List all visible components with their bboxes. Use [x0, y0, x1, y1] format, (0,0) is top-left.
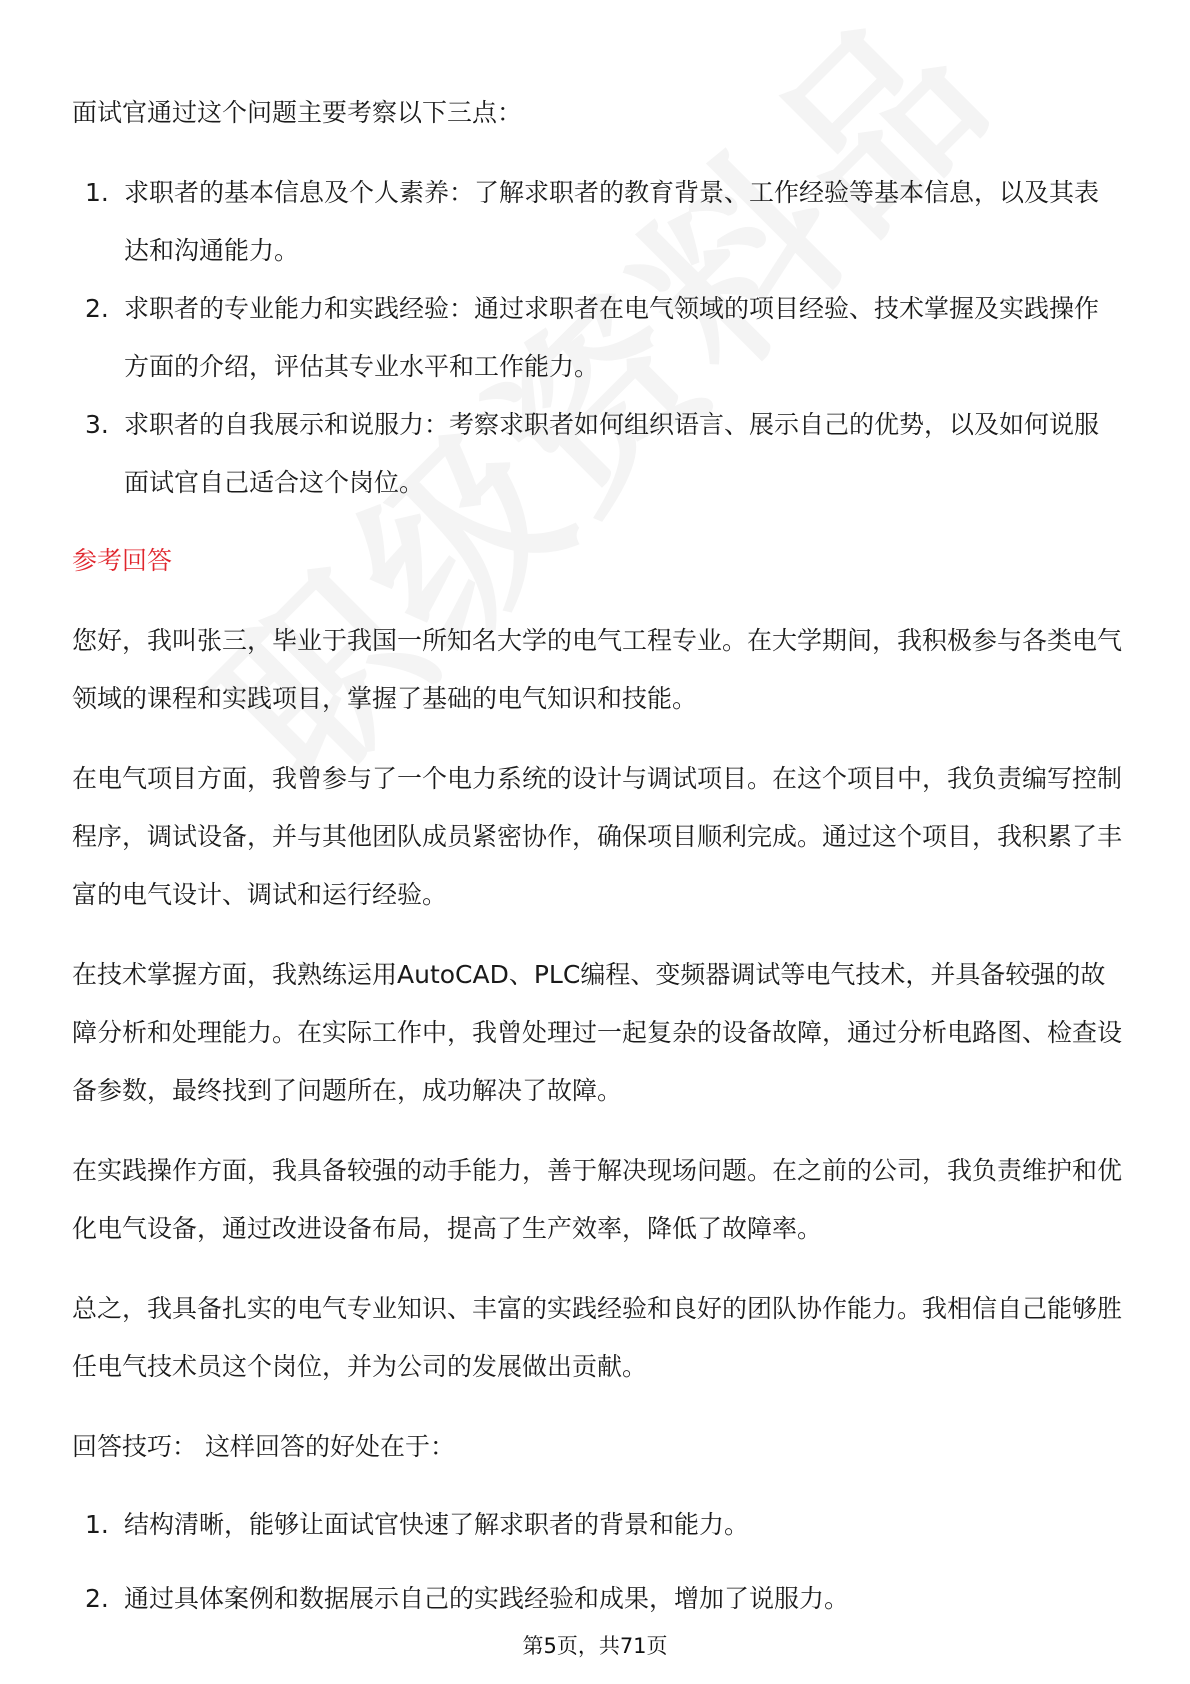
list-item — [72, 280, 1122, 396]
list-item — [72, 164, 1122, 280]
list-number: 1. — [85, 1510, 109, 1539]
list-number: 3. — [85, 410, 109, 439]
page-content — [72, 84, 1122, 1644]
list-number: 2. — [85, 1584, 109, 1613]
answer-paragraph: 您好，我叫张三，毕业于我国一所知名大学的电气工程专业。在大学期间，我积极参与各类电气领域的课程和实践项目，掌握了基础的电气知识和技能。 — [72, 626, 1123, 713]
list-item-text: 结构清晰，能够让面试官快速了解求职者的背景和能力。 — [124, 1510, 750, 1539]
list-item — [72, 396, 1122, 512]
answer-paragraph: 在实践操作方面，我具备较强的动手能力，善于解决现场问题。在之前的公司，我负责维护和优化电气设备，通过改进设备布局，提高了生产效率，降低了故障率。 — [72, 1156, 1123, 1243]
list-item — [72, 1570, 1122, 1628]
criteria-list — [72, 164, 1122, 512]
list-number: 2. — [85, 294, 109, 323]
section-title: 参考回答 — [72, 546, 173, 575]
list-item — [72, 1496, 1122, 1554]
list-item-text: 求职者的自我展示和说服力：考察求职者如何组织语言、展示自己的优势，以及如何说服面试官自己适合这个岗位。 — [124, 410, 1100, 497]
answer-paragraph: 在技术掌握方面，我熟练运用AutoCAD、PLC编程、变频器调试等电气技术，并具备较强的故障分析和处理能力。在实际工作中，我曾处理过一起复杂的设备故障，通过分析电路图、检查设备参数，最终找到了问题所在，成功解决了故障。 — [72, 960, 1123, 1105]
tips-title: 回答技巧： 这样回答的好处在于： — [72, 1432, 455, 1461]
list-item-text: 求职者的基本信息及个人素养：了解求职者的教育背景、工作经验等基本信息，以及其表达和沟通能力。 — [124, 178, 1100, 265]
list-item-text: 求职者的专业能力和实践经验：通过求职者在电气领域的项目经验、技术掌握及实践操作方面的介绍，评估其专业水平和工作能力。 — [124, 294, 1100, 381]
page-footer: 第5页，共71页 — [522, 1634, 668, 1658]
intro-text: 面试官通过这个问题主要考察以下三点： — [72, 98, 523, 127]
tips-list — [72, 1496, 1122, 1628]
list-item-text: 通过具体案例和数据展示自己的实践经验和成果，增加了说服力。 — [124, 1584, 850, 1613]
list-number: 1. — [85, 178, 109, 207]
answer-paragraph: 在电气项目方面，我曾参与了一个电力系统的设计与调试项目。在这个项目中，我负责编写控制程序，调试设备，并与其他团队成员紧密协作，确保项目顺利完成。通过这个项目，我积累了丰富的电气设计、调试和运行经验。 — [72, 764, 1123, 909]
answer-paragraph: 总之，我具备扎实的电气专业知识、丰富的实践经验和良好的团队协作能力。我相信自己能够胜任电气技术员这个岗位，并为公司的发展做出贡献。 — [72, 1294, 1123, 1381]
